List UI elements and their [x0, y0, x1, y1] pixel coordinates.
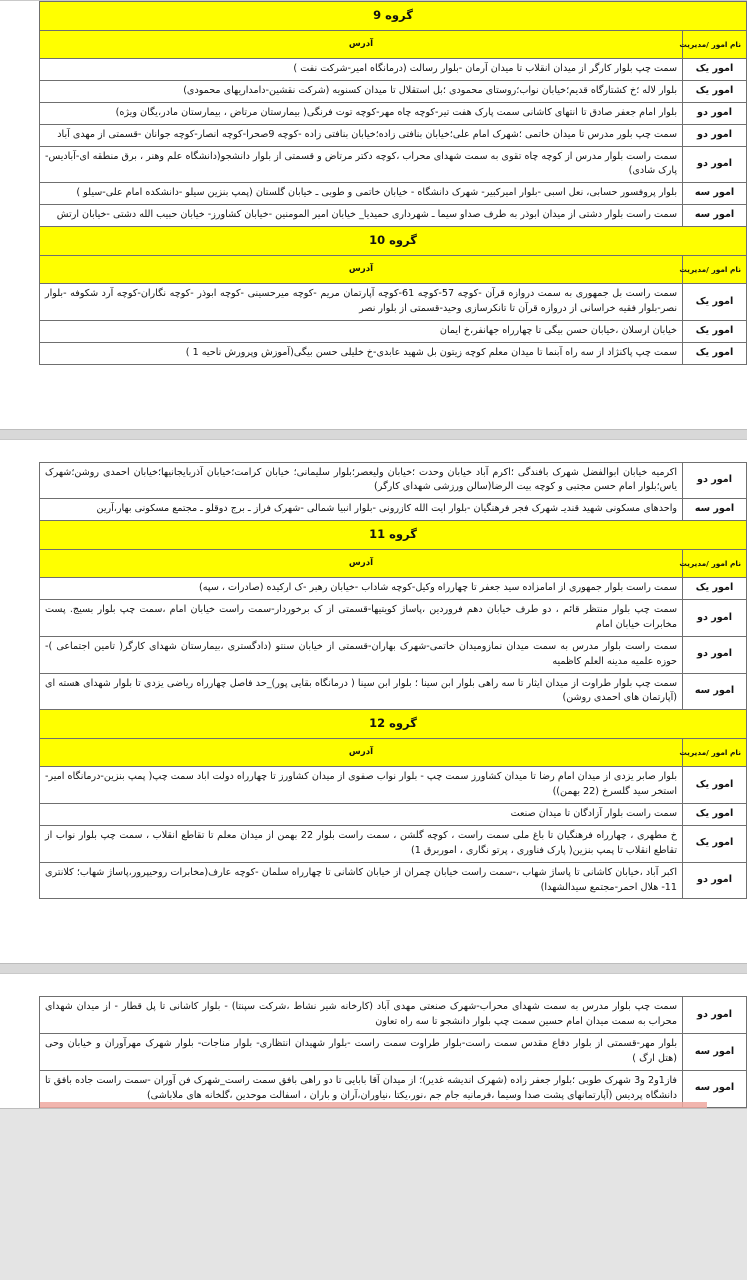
row-address: سمت چپ بلوار منتظر قائم ، دو طرف خیابان دهم فروردین ،پاساژ کویتیها-قسمتی از ک برخوردار-سمت راست خیابان امام ،سمت چپ بلوار بسیج. پست مخابرات خیابان امام: [40, 600, 683, 637]
table-row: [40, 183, 747, 205]
row-management: امور دو: [683, 997, 747, 1034]
row-management: امور یک: [683, 342, 747, 364]
column-header-address: آدرس: [40, 739, 683, 767]
document-page-1: [0, 0, 747, 430]
group-title-10: گروه 10: [40, 227, 747, 256]
row-management: امور سه: [683, 205, 747, 227]
row-management: امور دو: [683, 600, 747, 637]
row-address: فاز1و2 و3 شهرک طوبی ؛بلوار جعفر زاده (شهرک اندیشه غدیر)؛ از میدان آقا بابایی تا دو راهی بافق سمت راست_شهرک فن آوران -سمت راست جاده بافق تا دانشگاه پردیس (آپارتمانهای پشت صدا وسیما ،فرمانیه جام جم ،نور،یکتا ،نیاوران،آران و باران ، اسفالت موحدین ،گلخانه های ملاباشی): [40, 1070, 683, 1107]
table-row: [40, 102, 747, 124]
row-address: بلوار پروفسور حسابی، نعل اسبی -بلوار امیرکبیر- شهرک دانشگاه - خیابان خاتمی و طوبی ـ خیابان گلستان (پمپ بنزین سیلو -دانشکده امام علی-سیلو ): [40, 183, 683, 205]
column-header-address: آدرس: [40, 30, 683, 58]
row-address: بلوار امام جعفر صادق تا انتهای کاشانی سمت پارک هفت تیر-کوچه چاه مهر-کوچه توت فرنگی( بیمارستان مرتاض ، بیمارستان مادر،یگان ویژه): [40, 102, 683, 124]
row-address: اکبر آباد ،خیابان کاشانی تا پاساژ شهاب ،-سمت راست خیابان چمران از خیابان کاشانی تا چهارراه سلمان -کوچه عارف(مخابرات روحیپرور،پاساژ شهاب؛ کلانتری 11- هلال احمر-مجتمع سیدالشهدا): [40, 862, 683, 899]
document-page-3: [0, 973, 747, 1108]
page-break-2: [0, 964, 747, 973]
table-row: [40, 124, 747, 146]
row-management: امور دو: [683, 462, 747, 499]
column-header-management: نام امور /مدیریت: [683, 255, 747, 283]
row-address: بلوار لاله ؛خ کشتارگاه قدیم؛خیابان نواب؛روستای محمودی ؛بل استقلال تا میدان کسنویه (شرکت نقشین-دامداریهای محمودی): [40, 80, 683, 102]
row-management: امور دو: [683, 124, 747, 146]
row-management: امور یک: [683, 767, 747, 804]
page-2-content: [0, 440, 747, 964]
page-1-bottom-margin: [0, 365, 747, 429]
row-address: سمت راست بلوار آزادگان تا میدان صنعت: [40, 804, 683, 826]
page-2-bottom-margin: [0, 899, 747, 963]
group-title-row: [40, 2, 747, 31]
document-page-2: [0, 439, 747, 965]
page-2-top-margin: [0, 440, 747, 462]
table-row: [40, 342, 747, 364]
row-address: سمت چپ پاکنژاد از سه راه آبنما تا میدان معلم کوچه زیتون بل شهید عابدی-خ خلیلی حسن بیگی(آموزش وپرورش ناحیه 1 ): [40, 342, 683, 364]
table-row: [40, 1034, 747, 1071]
row-management: امور یک: [683, 804, 747, 826]
table-row: [40, 600, 747, 637]
group-11-continuation-table: [39, 462, 747, 900]
row-management: امور یک: [683, 59, 747, 81]
column-header-address: آدرس: [40, 549, 683, 577]
column-header-address: آدرس: [40, 255, 683, 283]
table-row: [40, 499, 747, 521]
row-address: سمت چپ بلوار طراوت از میدان ایثار تا سه راهی بلوار ابن سینا ؛ بلوار ابن سینا ( درمانگاه بقایی پور)_حد فاصل چهارراه ریاضی یزدی تا بلوار شهدای هسته ای (آپارتمان های احمدی روشن): [40, 673, 683, 710]
column-header-row: [40, 255, 747, 283]
table-row: [40, 636, 747, 673]
row-management: امور یک: [683, 825, 747, 862]
table-row: [40, 146, 747, 183]
row-management: امور یک: [683, 80, 747, 102]
row-address: بلوار مهر-قسمتی از بلوار دفاع مقدس سمت راست-بلوار طراوت سمت راست -بلوار شهیدان انتظاری- بلوار مناجات- بلوار شهرک مهرآوران و خیابان وحی (هتل ارگ ): [40, 1034, 683, 1071]
group-title-row: [40, 710, 747, 739]
table-row: [40, 862, 747, 899]
group-title-12: گروه 12: [40, 710, 747, 739]
row-address: خیابان ارسلان ،خیابان حسن بیگی تا چهارراه جهانفر،خ ایمان: [40, 320, 683, 342]
group-title-row: [40, 521, 747, 550]
row-management: امور سه: [683, 183, 747, 205]
row-management: امور سه: [683, 1034, 747, 1071]
row-address: سمت راست بلوار مدرس به سمت میدان نمازومیدان خاتمی-شهرک بهاران-قسمتی از خیابان سنتو (دادگستری ،بیمارستان شهدای کارگر( تامین اجتماعی )-حوزه علمیه مدینه العلم کاظمیه: [40, 636, 683, 673]
row-management: امور سه: [683, 499, 747, 521]
row-address: سمت چپ بلوار کارگر از میدان انقلاب تا میدان آرمان -بلوار رسالت (درمانگاه امیر-شرکت نفت ): [40, 59, 683, 81]
group-12-continuation-table: [39, 996, 747, 1107]
column-header-row: [40, 739, 747, 767]
table-row: [40, 997, 747, 1034]
row-management: امور یک: [683, 284, 747, 321]
group-9-table: [39, 1, 747, 365]
row-address: سمت چپ بلور مدرس تا میدان خاتمی ؛شهرک امام علی؛خیابان بنافتی زاده؛خیابان بنافتی زاده -کوچه 9صحرا-کوچه انصار-کوچه جوانان -قسمتی از مهدی آباد: [40, 124, 683, 146]
column-header-row: [40, 549, 747, 577]
table-row: [40, 462, 747, 499]
table-row: [40, 284, 747, 321]
row-address: خ مطهری ، چهارراه فرهنگیان تا باغ ملی سمت راست ، کوچه گلشن ، سمت راست بلوار 22 بهمن از میدان معلم تا تقاطع انقلاب ، سمت چپ بلوار نواب از تقاطع انقلاب تا پمپ بنزین( پارک فناوری ، پرتو نگاری ، اموربرق 1): [40, 825, 683, 862]
row-management: امور یک: [683, 578, 747, 600]
row-management: امور یک: [683, 320, 747, 342]
group-title-11: گروه 11: [40, 521, 747, 550]
row-address: اکرمیه خیابان ابوالفضل شهرک بافندگی ؛اکرم آباد خیابان وحدت ؛خیابان ولیعصر؛بلوار سلیمانی؛ خیابان کرامت؛خیابان آذربایجانیها؛خیابان احمدی روشن؛شهرک یاس؛بلوار امام حسن مجتبی و کوچه بیت الرضا(سالن ورزشی شهدای کارگر): [40, 462, 683, 499]
group-title-row: [40, 227, 747, 256]
table-row: [40, 825, 747, 862]
row-address: سمت راست بل جمهوری به سمت دروازه قرآن -کوچه 57-کوچه 61-کوچه آپارتمان مریم -کوچه میرحسینی -کوچه ابوذر -کوچه نگاران-کوچه آرد شکوفه -بلوار نصر-بلوار فقیه خراسانی از دروازه قرآن تا تانکرسازی وحید-قسمتی از بلوار نصر: [40, 284, 683, 321]
table-row: [40, 804, 747, 826]
page-1-content: [0, 1, 747, 429]
table-row: [40, 320, 747, 342]
table-row: [40, 205, 747, 227]
column-header-management: نام امور /مدیریت: [683, 549, 747, 577]
row-management: امور دو: [683, 102, 747, 124]
row-address: سمت چپ بلوار مدرس به سمت شهدای محراب-شهرک صنعتی مهدی آباد (کارخانه شیر نشاط ،شرکت سپنتا) - بلوار کاشانی تا پل قطار - از میدان شهدای محراب به سمت میدان امام حسین سمت چپ بلوار دانشجو تا سه راه تعاون: [40, 997, 683, 1034]
table-row: [40, 578, 747, 600]
group-title-9: گروه 9: [40, 2, 747, 31]
bottom-highlight-bar: [40, 1102, 707, 1108]
page-break-1: [0, 430, 747, 439]
page-3-top-margin: [0, 974, 747, 996]
page-3-content: [0, 974, 747, 1107]
table-row: [40, 59, 747, 81]
row-management: امور دو: [683, 862, 747, 899]
column-header-management: نام امور /مدیریت: [683, 739, 747, 767]
row-address: سمت راست بلوار مدرس از کوچه چاه تقوی به سمت شهدای محراب ،کوچه دکتر مرتاض و قسمتی از بلوار دانشجو(دانشگاه علم وهنر ، برق منطقه ای-آبادیس-پارک شادی): [40, 146, 683, 183]
column-header-management: نام امور /مدیریت: [683, 30, 747, 58]
table-row: [40, 673, 747, 710]
row-management: امور سه: [683, 673, 747, 710]
column-header-row: [40, 30, 747, 58]
row-address: سمت راست بلوار دشتی از میدان ابوذر به طرف صداو سیما ـ شهرداری حمیدیا_ خیابان امیر المومنین -خیابان کشاورز- خیابان حبیب الله دشتی -خیابان ارتش: [40, 205, 683, 227]
row-management: امور دو: [683, 146, 747, 183]
row-address: واحدهای مسکونی شهید قندیـ شهرک فجر فرهنگیان -بلوار ایت الله کازرونی -بلوار انبیا شمالی -شهرک فراز ـ برج دوقلو ـ مجتمع مسکونی بهار،آرین: [40, 499, 683, 521]
table-row: [40, 80, 747, 102]
row-address: بلوار صابر یزدی از میدان امام رضا تا میدان کشاورز سمت چپ - بلوار نواب صفوی از میدان کشاورز تا چهارراه دولت اباد سمت چپ( پمپ بنزین-درمانگاه امیر-استخر سید گلسرخ (22 بهمن)): [40, 767, 683, 804]
table-row: [40, 767, 747, 804]
row-management: امور دو: [683, 636, 747, 673]
row-management: امور سه: [683, 1070, 747, 1107]
row-address: سمت راست بلوار جمهوری از امامزاده سید جعفر تا چهارراه وکیل-کوچه شاداب -خیابان رهبر -ک ارکیده (صادرات ، سپه): [40, 578, 683, 600]
